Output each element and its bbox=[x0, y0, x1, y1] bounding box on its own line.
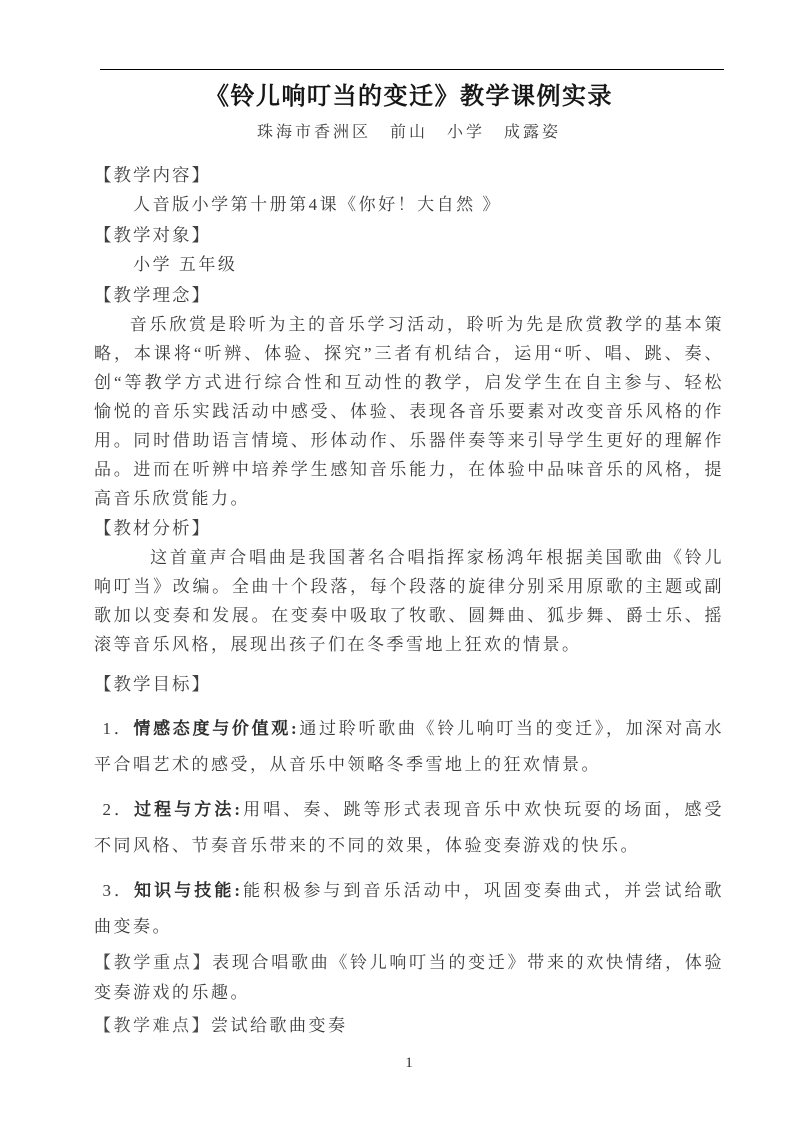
goal-label: 过程与方法: bbox=[134, 800, 243, 819]
header-rule bbox=[100, 69, 724, 70]
goal-label: 情感态度与价值观: bbox=[133, 719, 300, 738]
section-label-difficulty: 【教学难点】 bbox=[94, 1016, 211, 1035]
section-key-point bbox=[94, 948, 724, 1008]
goal-number: 3． bbox=[102, 881, 135, 900]
section-difficulty bbox=[94, 1011, 724, 1041]
difficulty-text: 尝试给歌曲变奏 bbox=[211, 1016, 348, 1035]
goal-text: 用唱、奏、跳等形式表现音乐中欢快玩耍的场面，感受不同风格、节奏音乐带来的不同的效果，体验变奏游戏的快乐。 bbox=[94, 800, 725, 855]
section-teaching-audience bbox=[94, 220, 724, 280]
section-label-teaching-goals: 【教学目标】 bbox=[94, 674, 211, 694]
goal-item bbox=[94, 873, 724, 945]
document-body bbox=[94, 160, 724, 1072]
goal-number: 2． bbox=[102, 800, 135, 819]
goal-item bbox=[94, 792, 724, 864]
author-byline: 珠海市香洲区 前山 小学 成露姿 bbox=[256, 124, 561, 141]
section-label-key-point: 【教学重点】 bbox=[94, 953, 213, 972]
page-number: 1 bbox=[405, 1055, 413, 1071]
teaching-audience-text: 小学 五年级 bbox=[133, 255, 238, 274]
goal-label: 知识与技能: bbox=[134, 881, 243, 900]
section-label-teaching-philosophy: 【教学理念】 bbox=[94, 285, 211, 305]
section-label-material-analysis: 【教材分析】 bbox=[94, 518, 211, 538]
section-label-teaching-audience: 【教学对象】 bbox=[94, 225, 211, 245]
goal-number: 1． bbox=[102, 719, 134, 738]
section-label-teaching-content: 【教学内容】 bbox=[94, 165, 211, 185]
section-teaching-content bbox=[94, 160, 724, 220]
section-material-analysis bbox=[94, 513, 724, 659]
document-title: 《铃儿响叮当的变迁》教学课例实录 bbox=[205, 83, 613, 110]
key-point-text: 表现合唱歌曲《铃儿响叮当的变迁》带来的欢快情绪，体验变奏游戏的乐趣。 bbox=[94, 953, 725, 1002]
teaching-philosophy-paragraph: 音乐欣赏是聆听为主的音乐学习活动，聆听为先是欣赏教学的基本策略，本课将“听辨、体验、探究”三者有机结合，运用“听、唱、跳、奏、创“等教学方式进行综合性和互动性的教学，启发学生在自主参与、轻松愉悦的音乐实践活动中感受、体验、表现各音乐要素对改变音乐风格的作用。同时借助语言情境、形体动作、乐器伴奏等来引导学生更好的理解作品。进而在听辨中培养学生感知音乐能力，在体验中品味音乐的风格，提高音乐欣赏能力。 bbox=[94, 315, 724, 508]
goal-text: 通过聆听歌曲《铃儿响叮当的变迁》，加深对高水平合唱艺术的感受，从音乐中领略冬季雪地上的狂欢情景。 bbox=[94, 719, 725, 774]
material-analysis-paragraph: 这首童声合唱曲是我国著名合唱指挥家杨鸿年根据美国歌曲《铃儿响叮当》改编。全曲十个段落，每个段落的旋律分别采用原歌的主题或副歌加以变奏和发展。在变奏中吸取了牧歌、圆舞曲、狐步舞、爵士乐、摇滚等音乐风格，展现出孩子们在冬季雪地上狂欢的情景。 bbox=[94, 548, 724, 654]
document-content bbox=[0, 69, 794, 1072]
goal-text: 能积极参与到音乐活动中，巩固变奏曲式，并尝试给歌曲变奏。 bbox=[94, 881, 725, 936]
goal-item bbox=[94, 711, 724, 783]
section-teaching-goals bbox=[94, 669, 724, 945]
teaching-content-text: 人音版小学第十册第4课《你好！大自然 》 bbox=[133, 195, 502, 214]
section-teaching-philosophy bbox=[94, 280, 724, 513]
